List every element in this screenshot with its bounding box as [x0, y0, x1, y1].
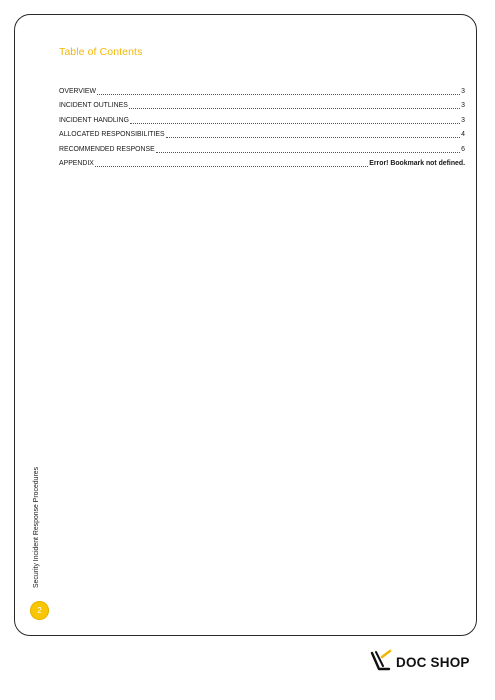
- toc-dot-leader: [97, 93, 460, 95]
- toc-dot-leader: [95, 165, 368, 167]
- toc-dot-leader: [129, 107, 460, 109]
- doc-shop-logo-icon: [369, 649, 393, 675]
- toc-title: Table of Contents: [59, 46, 143, 58]
- toc-entry-allocated-responsibilities[interactable]: [59, 125, 465, 140]
- table-of-contents: [59, 81, 465, 168]
- toc-entry-page: 4: [461, 131, 465, 139]
- toc-entry-page: 3: [461, 102, 465, 110]
- toc-entry-recommended-response[interactable]: [59, 139, 465, 154]
- toc-entry-incident-outlines[interactable]: [59, 96, 465, 111]
- toc-entry-label: INCIDENT OUTLINES: [59, 102, 128, 110]
- toc-entry-page-error: Error! Bookmark not defined.: [369, 160, 465, 168]
- toc-entry-label: RECOMMENDED RESPONSE: [59, 145, 155, 153]
- toc-entry-label: APPENDIX: [59, 160, 94, 168]
- logo-text: DOC SHOP: [396, 654, 470, 670]
- toc-entry-label: ALLOCATED RESPONSIBILITIES: [59, 131, 165, 139]
- toc-entry-incident-handling[interactable]: [59, 110, 465, 125]
- toc-dot-leader: [166, 136, 461, 138]
- toc-entry-label: INCIDENT HANDLING: [59, 116, 129, 124]
- toc-entry-page: 3: [461, 116, 465, 124]
- doc-shop-logo: [369, 649, 470, 675]
- document-side-title: Security Incident Response Procedures: [33, 466, 40, 588]
- toc-entry-appendix[interactable]: [59, 154, 465, 169]
- toc-entry-page: 6: [461, 145, 465, 153]
- toc-dot-leader: [156, 151, 460, 153]
- page-number-badge: 2: [30, 601, 49, 620]
- toc-entry-page: 3: [461, 87, 465, 95]
- toc-entry-label: OVERVIEW: [59, 87, 97, 95]
- toc-entry-overview[interactable]: [59, 81, 465, 96]
- toc-dot-leader: [130, 122, 460, 124]
